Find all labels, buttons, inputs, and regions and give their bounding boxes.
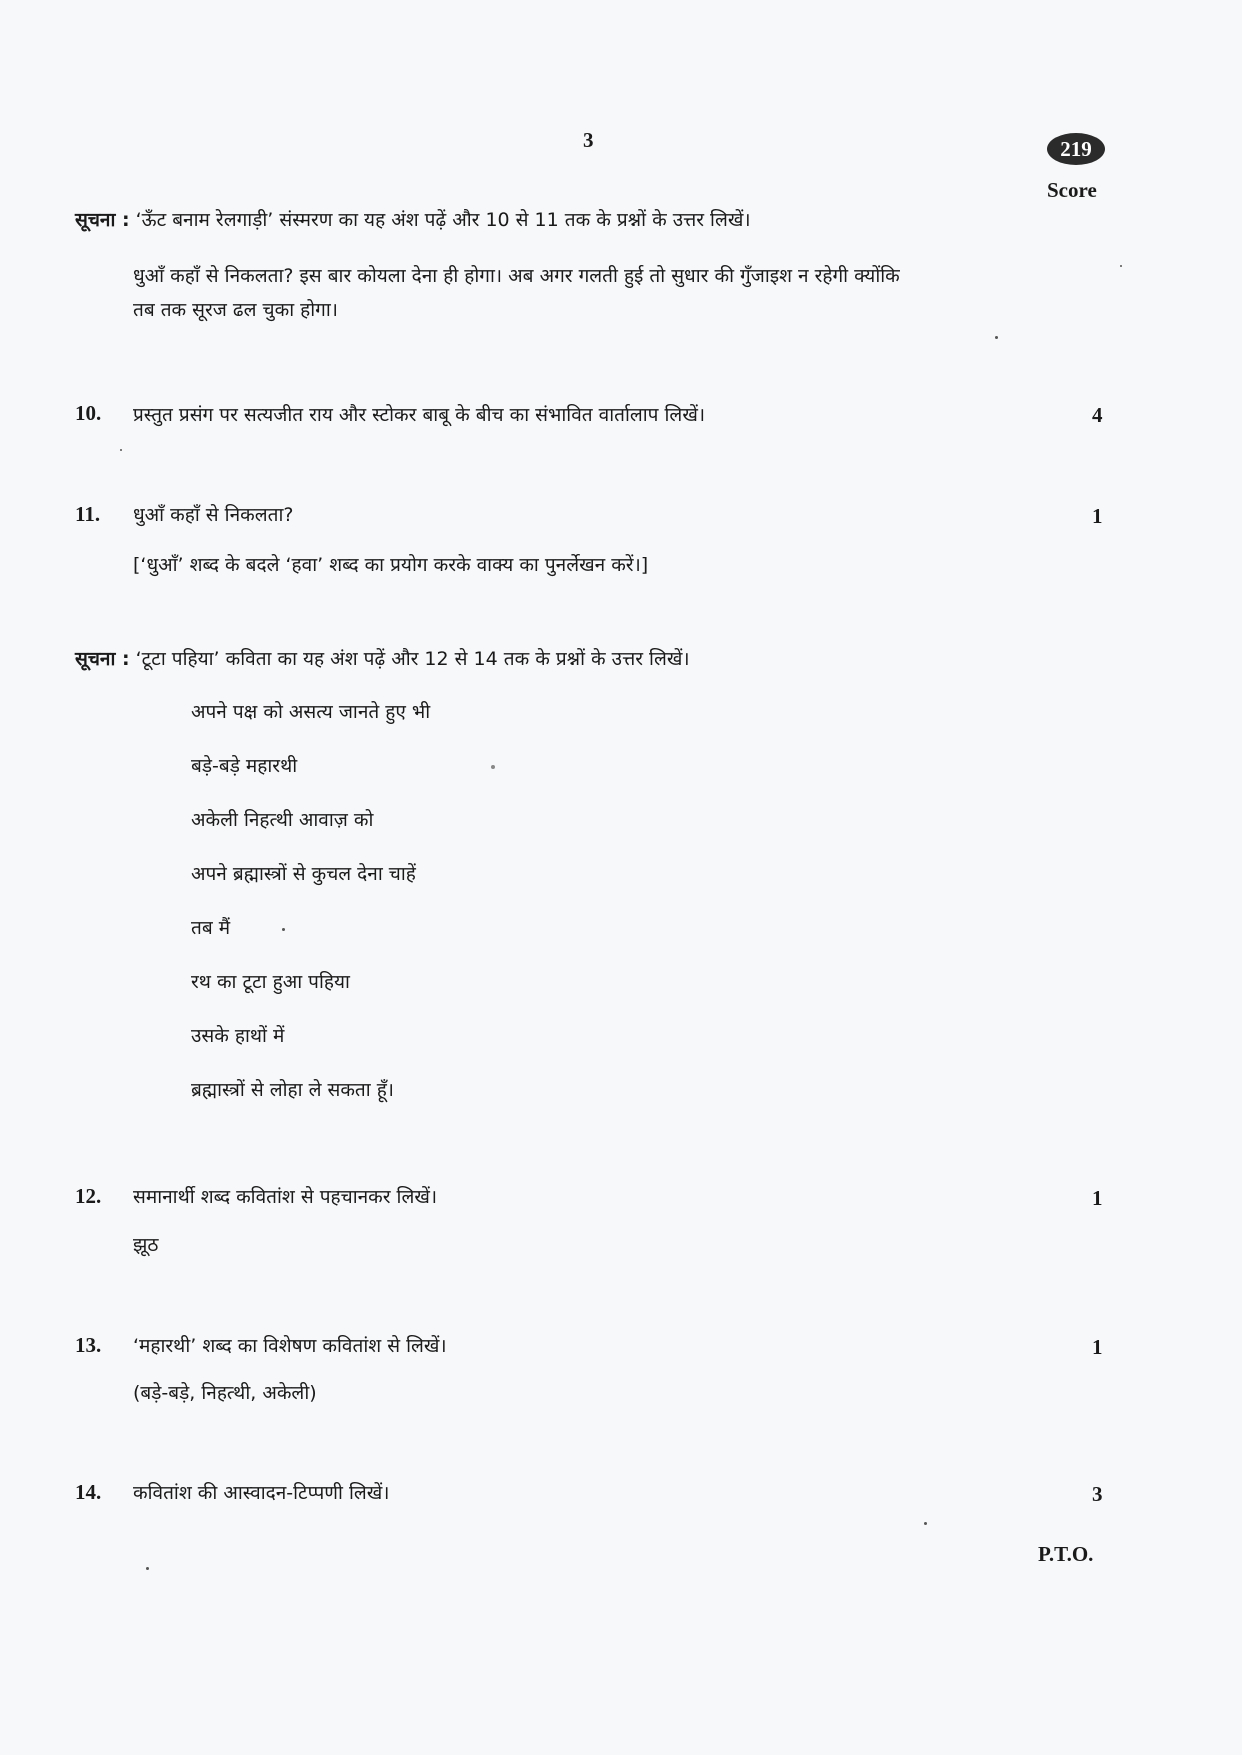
notice-text: ‘टूटा पहिया’ कविता का यह अंश पढ़ें और 12 से 14 तक के प्रश्नों के उत्तर लिखें।	[135, 648, 690, 670]
scan-speck	[1120, 265, 1122, 267]
score-column-label: Score	[1047, 178, 1097, 202]
scan-speck	[282, 928, 285, 931]
notice-text: ‘ऊँट बनाम रेलगाड़ी’ संस्मरण का यह अंश पढ़ें और 10 से 11 तक के प्रश्नों के उत्तर लिखें।	[135, 209, 751, 231]
scan-speck	[120, 449, 122, 451]
page-number: 3	[583, 128, 594, 152]
question-11-instruction: [‘धुआँ’ शब्द के बदले ‘हवा’ शब्द का प्रयोग करके वाक्य का पुनर्लेखन करें।]	[133, 554, 649, 576]
poem-line-8: ब्रह्मास्त्रों से लोहा ले सकता हूँ।	[191, 1079, 395, 1101]
passage-line-1: धुआँ कहाँ से निकलता? इस बार कोयला देना ही होगा। अब अगर गलती हुई तो सुधार की गुँजाइश न रहेगी क्योंकि	[133, 265, 900, 287]
question-11-marks: 1	[1092, 504, 1103, 528]
question-12-word: झूठ	[133, 1234, 159, 1256]
scan-speck	[491, 765, 495, 769]
notice-label: सूचना :	[75, 648, 130, 670]
scan-speck	[995, 336, 998, 339]
question-12-number: 12.	[75, 1184, 102, 1208]
question-13-number: 13.	[75, 1333, 102, 1357]
question-14-number: 14.	[75, 1480, 102, 1504]
question-10-number: 10.	[75, 401, 102, 425]
question-14-text: कवितांश की आस्वादन-टिप्पणी लिखें।	[133, 1482, 390, 1504]
question-10-marks: 4	[1092, 403, 1103, 427]
question-12-marks: 1	[1092, 1186, 1103, 1210]
poem-line-6: रथ का टूटा हुआ पहिया	[191, 971, 350, 993]
poem-line-5: तब मैं	[191, 917, 231, 939]
section1-notice	[75, 206, 751, 232]
question-paper-code-badge: 219	[1047, 133, 1105, 165]
question-13-text: ‘महारथी’ शब्द का विशेषण कवितांश से लिखें।	[133, 1335, 447, 1357]
poem-line-7: उसके हाथों में	[191, 1025, 285, 1047]
section2-notice	[75, 645, 690, 671]
notice-label: सूचना :	[75, 209, 130, 231]
question-11-text: धुआँ कहाँ से निकलता?	[133, 504, 294, 526]
question-12-text: समानार्थी शब्द कवितांश से पहचानकर लिखें।	[133, 1186, 438, 1208]
poem-line-1: अपने पक्ष को असत्य जानते हुए भी	[191, 701, 431, 723]
question-13-marks: 1	[1092, 1335, 1103, 1359]
question-11-number: 11.	[75, 502, 101, 526]
poem-line-2: बड़े-बड़े महारथी	[191, 755, 298, 777]
please-turn-over: P.T.O.	[1038, 1542, 1094, 1566]
question-13-options: (बड़े-बड़े, निहत्थी, अकेली)	[133, 1382, 317, 1404]
scan-speck	[924, 1522, 927, 1525]
poem-line-3: अकेली निहत्थी आवाज़ को	[191, 809, 374, 831]
question-10-text: प्रस्तुत प्रसंग पर सत्यजीत राय और स्टोकर बाबू के बीच का संभावित वार्तालाप लिखें।	[133, 404, 706, 426]
scan-speck	[146, 1567, 149, 1570]
passage-line-2: तब तक सूरज ढल चुका होगा।	[133, 299, 338, 321]
poem-line-4: अपने ब्रह्मास्त्रों से कुचल देना चाहें	[191, 863, 416, 885]
question-14-marks: 3	[1092, 1482, 1103, 1506]
